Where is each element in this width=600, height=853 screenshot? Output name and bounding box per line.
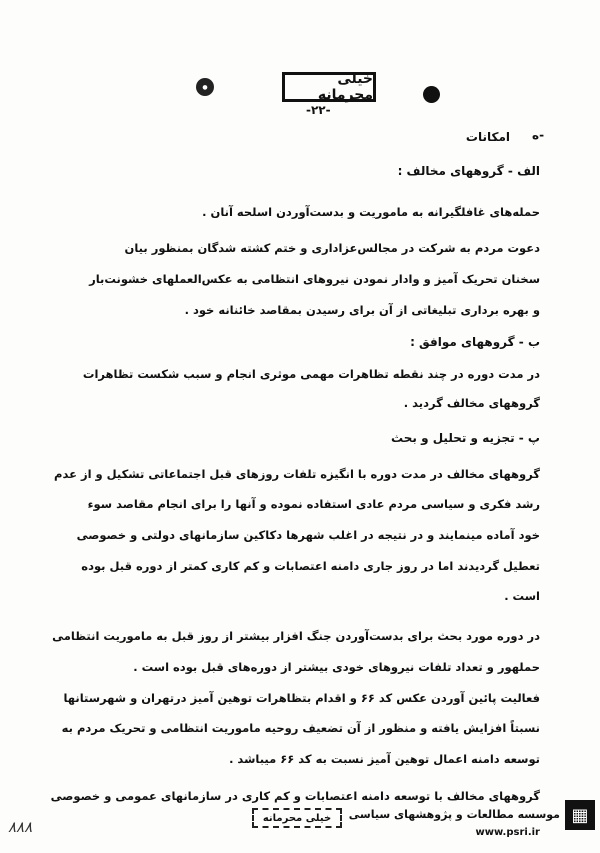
section-marker: ه- <box>532 128 545 142</box>
paragraph-line: گروههای مخالف گردید . <box>403 396 540 410</box>
paragraph-line: خود آماده مینمایند و در نتیجه در اغلب شهرها دکاکین سازمانهای دولتی و خصوصی <box>76 528 540 542</box>
page-number: -۲۲- <box>306 103 331 117</box>
paragraph-line: و بهره برداری تبلیغاتی از آن برای رسیدن بمقاصد خائنانه خود . <box>184 303 540 317</box>
paragraph-line: حملهور و تعداد تلفات نیروهای خودی بیشتر از دوره‌های قبل بوده است . <box>133 660 540 674</box>
paragraph-line: گروههای مخالف با توسعه دامنه اعتصابات و کم کاری در سازمانهای عمومی و خصوصی <box>50 789 540 803</box>
handwritten-mark: ۸۸۸ <box>8 818 33 836</box>
paragraph-line: در دوره مورد بحث برای بدست‌آوردن جنگ افزار بیشتر از روز قبل به ماموریت انتظامی <box>52 629 540 643</box>
paragraph-line: حمله‌های غافلگیرانه به ماموریت و بدست‌آوردن اسلحه آنان . <box>202 205 540 219</box>
paragraph-line: فعالیت پائین آوردن عکس کد ۶۶ و اقدام بتظاهرات توهین آمیز درتهران و شهرستانها <box>63 691 540 705</box>
classification-stamp: خیلی محرمانه <box>282 72 376 102</box>
subheading-a: الف - گروههای مخالف : <box>397 164 540 178</box>
paragraph-line: است . <box>504 589 540 603</box>
paragraph-line: دعوت مردم به شرکت در مجالس‌عزاداری و ختم کشته شدگان بمنظور بیان <box>124 241 540 255</box>
paragraph-line: گروههای مخالف در مدت دوره با انگیزه تلفات روزهای قبل اجتماعاتی تشکیل و از عدم <box>54 467 540 481</box>
subheading-c: پ - تجزیه و تحلیل و بحث <box>391 431 540 445</box>
paragraph-line: تعطیل گردیدند اما در روز جاری دامنه اعتصابات و کم کاری کمتر از دوره قبل بوده <box>81 559 540 573</box>
paragraph-line: نسبتاً افزایش یافته و منظور از آن تضعیف روحیه ماموریت انتظامی و تحریک مردم به <box>61 721 540 735</box>
org-logo-icon: ▦ <box>565 800 595 830</box>
subheading-b: ب - گروههای موافق : <box>410 335 540 349</box>
round-stamp: ● <box>196 78 214 96</box>
paragraph-line: رشد فکری و سیاسی مردم عادی استفاده نموده و آنها را برای انجام مقاصد سوء <box>87 497 540 511</box>
footer-classification-stamp: خیلی محرمانه <box>252 808 342 828</box>
paragraph-line: توسعه دامنه اعمال توهین آمیز نسبت به کد ۶۶ میباشد . <box>229 752 540 766</box>
paragraph-line: در مدت دوره در چند نقطه تظاهرات مهمی موثری انجام و سبب شکست تظاهرات <box>82 367 540 381</box>
section-title: امکانات <box>465 130 510 144</box>
org-url: www.psri.ir <box>475 827 540 838</box>
paragraph-line: سخنان تحریک آمیز و وادار نمودن نیروهای انتظامی به عکس‌العملهای خشونت‌بار <box>89 272 540 286</box>
org-name: موسسه مطالعات و پژوهشهای سیاسی <box>348 808 560 821</box>
punch-hole <box>423 86 440 103</box>
